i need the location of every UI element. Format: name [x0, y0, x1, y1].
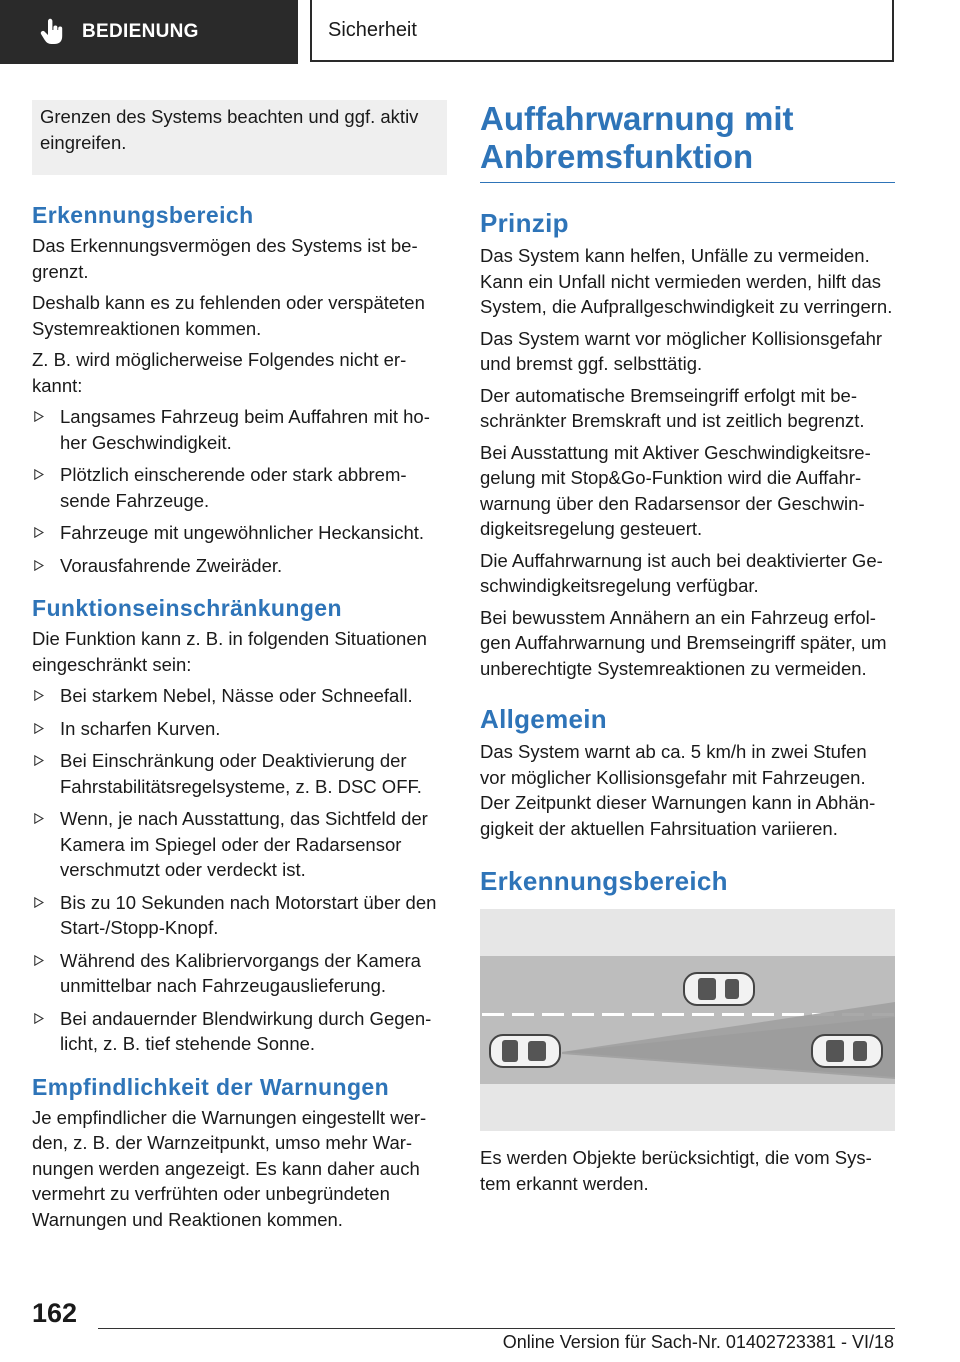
chapter-tab	[310, 0, 894, 62]
road-diagram	[480, 909, 895, 1131]
heading-erkennungsbereich: Erkennungsbereich	[32, 202, 254, 228]
paragraph: Der automatische Bremseingriff erfolgt mit beschränkter Bremskraft und ist zeitlich begrenzt.	[480, 384, 865, 431]
list-not-detected	[32, 404, 447, 578]
paragraph: Z. B. wird möglicherweise Folgendes nicht erkannt:	[32, 349, 407, 396]
page-number: 162	[32, 1298, 78, 1328]
heading-allgemein: Allgemein	[480, 704, 607, 734]
paragraph: Je empfindlicher die Warnungen eingestellt werden, z. B. der Warnzeitpunkt, umso mehr Warnungen werden angezeigt. Es kann daher auch vermehrt zu verfrühten oder unbegründeten Warnungen und Reaktionen kommen.	[32, 1106, 427, 1230]
heading-erkennungsbereich-right: Erkennungsbereich	[480, 866, 728, 896]
hand-pointer-icon	[38, 17, 68, 47]
ego-car-icon	[490, 1035, 560, 1067]
triangle-bullet-icon	[34, 897, 44, 908]
list-item: In scharfen Kurven.	[32, 716, 447, 742]
paragraph: Bei bewusstem Annähern an ein Fahrzeug erfolgen Auffahrwarnung und Bremseingriff später, um unberechtigte Systemreaktionen zu vermeiden.	[480, 606, 887, 679]
triangle-bullet-icon	[34, 560, 44, 571]
heading-funktionseinschraenkungen: Funktionseinschränkungen	[32, 595, 342, 621]
paragraph: Das System warnt ab ca. 5 km/h in zwei Stufen vor möglicher Kollisionsgefahr mit Fahrzeugen. Der Zeitpunkt dieser Warnungen kann in Abhängigkeit der aktuellen Fahrsituation variieren.	[480, 741, 876, 839]
right-column	[480, 100, 895, 1202]
paragraph: Bei Ausstattung mit Aktiver Geschwindigkeitsregelung mit Stop&Go-Funktion wird die Auffahrwarnung über den Radarsensor der Geschwindigkeitsregelung gesteuert.	[480, 441, 871, 539]
car-ahead-icon	[812, 1035, 882, 1067]
triangle-bullet-icon	[34, 411, 44, 422]
paragraph: Die Funktion kann z. B. in folgenden Situationen eingeschränkt sein:	[32, 628, 427, 675]
list-item: Während des Kalibriervorgangs der Kamera unmittelbar nach Fahrzeugauslieferung.	[32, 948, 447, 999]
section-tab	[0, 0, 298, 64]
car-icon	[684, 973, 754, 1005]
section-label: BEDIENUNG	[82, 21, 199, 42]
triangle-bullet-icon	[34, 955, 44, 966]
list-item: Fahrzeuge mit ungewöhnlicher Heckansicht.	[32, 520, 447, 546]
paragraph: Das Erkennungsvermögen des Systems ist begrenzt.	[32, 235, 418, 282]
list-item: Langsames Fahrzeug beim Auffahren mit hoher Geschwindigkeit.	[32, 404, 447, 455]
list-limitations	[32, 683, 447, 1057]
section-title: Auffahrwarnung mit Anbremsfunktion	[480, 100, 895, 183]
detection-range-illustration	[480, 909, 895, 1131]
note-box: Grenzen des Systems beachten und ggf. aktiv eingreifen.	[32, 100, 447, 175]
paragraph: Das System kann helfen, Unfälle zu vermeiden. Kann ein Unfall nicht vermieden werden, hilft das System, die Aufprallgeschwindigkeit zu verringern.	[480, 245, 893, 317]
online-version-note: Online Version für Sach-Nr. 01402723381 - VI/18	[502, 1332, 894, 1352]
triangle-bullet-icon	[34, 723, 44, 734]
list-item: Bis zu 10 Sekunden nach Motorstart über den Start-/Stopp-Knopf.	[32, 890, 447, 941]
list-item: Bei andauernder Blendwirkung durch Gegenlicht, z. B. tief stehende Sonne.	[32, 1006, 447, 1057]
triangle-bullet-icon	[34, 469, 44, 480]
heading-prinzip: Prinzip	[480, 208, 569, 238]
list-item: Bei starkem Nebel, Nässe oder Schneefall.	[32, 683, 447, 709]
triangle-bullet-icon	[34, 527, 44, 538]
triangle-bullet-icon	[34, 813, 44, 824]
chapter-label: Sicherheit	[328, 18, 417, 41]
footer-divider	[98, 1328, 895, 1329]
paragraph: Deshalb kann es zu fehlenden oder verspäteten Systemreaktionen kommen.	[32, 292, 425, 339]
triangle-bullet-icon	[34, 755, 44, 766]
list-item: Vorausfahrende Zweiräder.	[32, 553, 447, 579]
list-item: Wenn, je nach Ausstattung, das Sichtfeld der Kamera im Spiegel oder der Radarsensor verschmutzt oder verdeckt ist.	[32, 806, 447, 883]
page-header	[0, 0, 960, 66]
heading-empfindlichkeit: Empfindlichkeit der Warnungen	[32, 1073, 390, 1100]
triangle-bullet-icon	[34, 1013, 44, 1024]
left-column	[32, 100, 447, 1238]
illustration-caption: Es werden Objekte berücksichtigt, die vom System erkannt werden.	[480, 1147, 872, 1194]
list-item: Plötzlich einscherende oder stark abbremsende Fahrzeuge.	[32, 462, 447, 513]
triangle-bullet-icon	[34, 690, 44, 701]
paragraph: Die Auffahrwarnung ist auch bei deaktivierter Geschwindigkeitsregelung verfügbar.	[480, 549, 883, 596]
paragraph: Das System warnt vor möglicher Kollisionsgefahr und bremst ggf. selbsttätig.	[480, 327, 883, 374]
list-item: Bei Einschränkung oder Deaktivierung der Fahrstabilitätsregelsysteme, z. B. DSC OFF.	[32, 748, 447, 799]
